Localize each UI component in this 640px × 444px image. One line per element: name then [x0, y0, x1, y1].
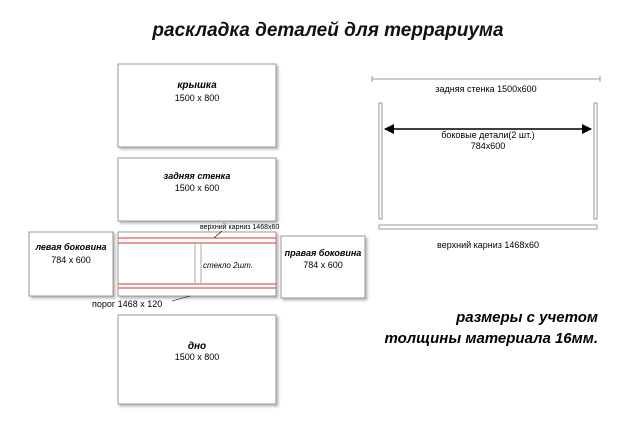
glass-label: стекло 2шт. [203, 261, 253, 270]
left-side-view [379, 103, 382, 219]
back-wall-label: задняя стенка [163, 171, 231, 181]
center-frame [92, 223, 279, 309]
top-cornice-callout: верхний карниз 1468х60 [200, 224, 280, 231]
side-parts-size: 784х600 [470, 141, 506, 151]
left-side-size: 784 x 600 [51, 255, 91, 265]
threshold-callout: порог 1468 х 120 [92, 299, 163, 309]
right-side-size: 784 x 600 [303, 260, 343, 270]
lid-size: 1500 x 800 [174, 93, 220, 103]
threshold-leader [172, 296, 190, 301]
back-wall-size: 1500 x 600 [174, 183, 220, 193]
lid-label: крышка [177, 80, 217, 91]
left-side-label: левая боковина [35, 242, 107, 252]
back-wall-view-label: задняя стенка 1500х600 [435, 84, 537, 94]
bottom-panel [118, 315, 276, 404]
bottom-label: дно [187, 341, 207, 352]
side-parts-label: боковые детали(2 шт.) [441, 130, 535, 140]
right-side-label: правая боковина [284, 248, 362, 258]
top-cornice-view [379, 225, 597, 229]
note-line-1: размеры с учетом [456, 309, 598, 326]
bottom-size: 1500 x 800 [174, 352, 220, 362]
right-side-view [594, 103, 597, 219]
top-cornice-view-label: верхний карниз 1468х60 [437, 240, 539, 250]
material-note [384, 309, 598, 347]
back-wall-panel [118, 158, 276, 221]
lid-panel [118, 64, 276, 147]
page-title: раскладка деталей для террариума [152, 20, 504, 41]
right-side-panel [281, 236, 365, 298]
assembly-view [372, 76, 600, 250]
left-side-panel [29, 232, 113, 296]
note-line-2: толщины материала 16мм. [384, 330, 598, 347]
